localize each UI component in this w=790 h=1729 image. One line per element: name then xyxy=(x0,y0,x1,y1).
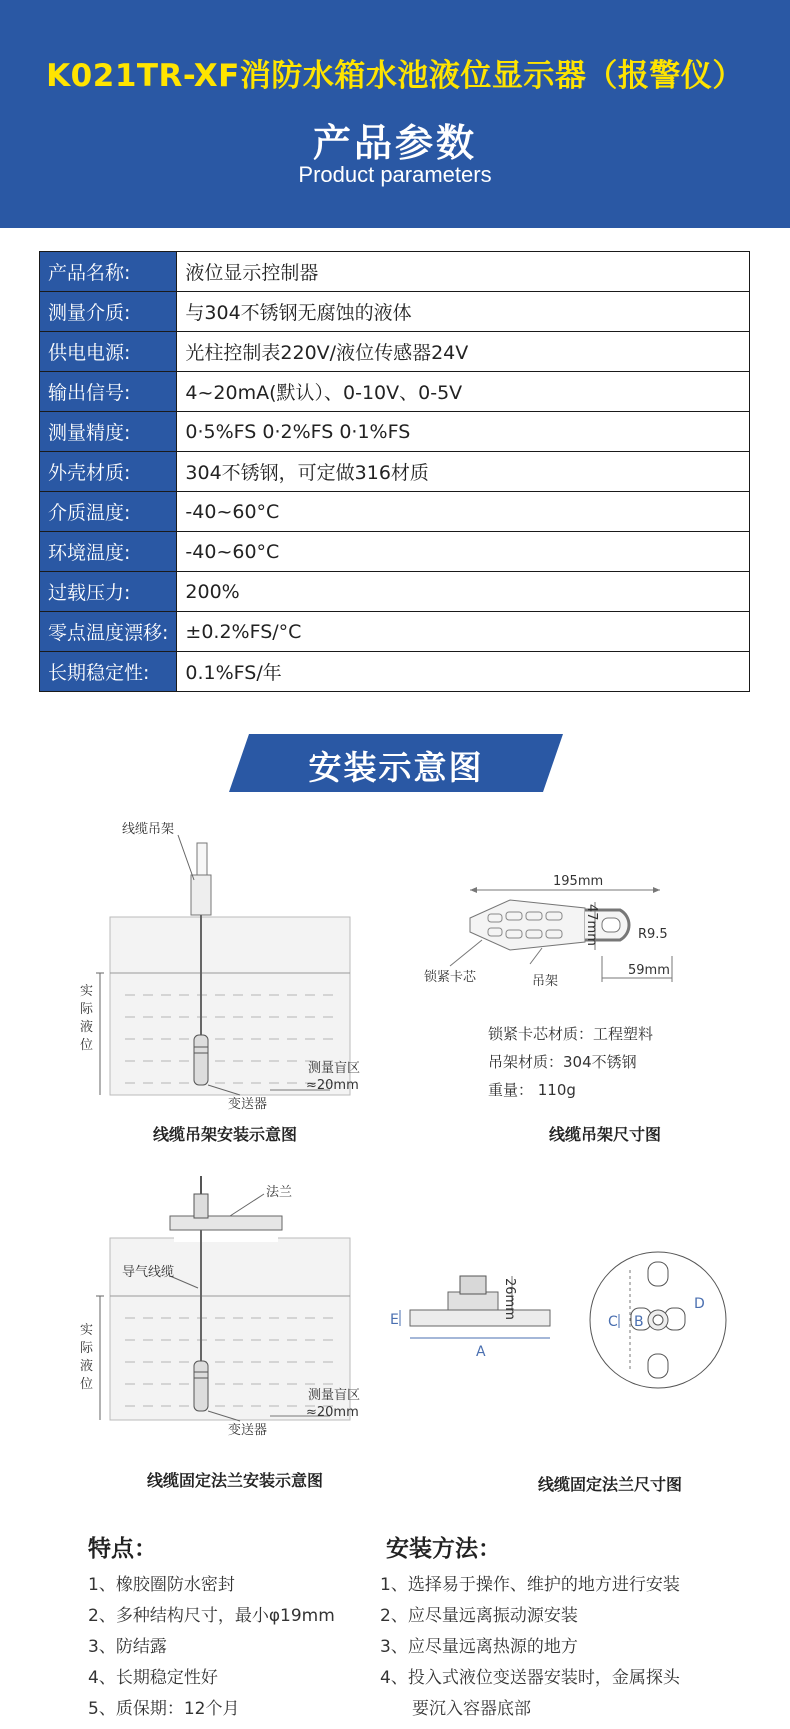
list-item: 3、防结露 xyxy=(88,1637,167,1657)
param-value: ±0.2%FS/°C xyxy=(177,612,750,652)
table-row xyxy=(40,652,750,692)
level-label-2: 际 xyxy=(80,1002,94,1017)
flange-dimension-caption: 线缆固定法兰尺寸图 xyxy=(537,1475,682,1494)
list-item: 1、选择易于操作、维护的地方进行安装 xyxy=(380,1575,680,1595)
header-banner xyxy=(0,0,790,228)
param-value: 光柱控制表220V/液位传感器24V xyxy=(177,332,750,372)
list-item: 4、投入式液位变送器安装时，金属探头 xyxy=(380,1668,680,1688)
params-table xyxy=(39,251,750,692)
param-label: 长期稳定性: xyxy=(40,652,177,692)
param-label: 产品名称: xyxy=(40,252,177,292)
table-row xyxy=(40,492,750,532)
hook-radius-dim: R9.5 xyxy=(638,927,668,942)
hanger-part-label: 吊架 xyxy=(532,974,559,989)
hanger-width-dim: 195mm xyxy=(553,874,604,889)
param-label: 过载压力: xyxy=(40,572,177,612)
flange-install-diagram xyxy=(70,1176,390,1438)
blind-zone-label: 测量盲区 xyxy=(308,1061,361,1076)
param-value: 0·5%FS 0·2%FS 0·1%FS xyxy=(177,412,750,452)
hook-length-dim: 59mm xyxy=(628,963,670,978)
table-row xyxy=(40,412,750,452)
table-row xyxy=(40,572,750,612)
param-label: 外壳材质: xyxy=(40,452,177,492)
hanger-spec-hanger-material: 吊架材质：304不锈钢 xyxy=(488,1053,637,1071)
level-label-3: 液 xyxy=(80,1359,94,1374)
list-item: 2、应尽量远离振动源安装 xyxy=(380,1606,578,1626)
list-item: 1、橡胶圈防水密封 xyxy=(88,1575,235,1595)
param-value: -40~60°C xyxy=(177,492,750,532)
dim-label-e: E xyxy=(390,1312,399,1328)
param-value: 0.1%FS/年 xyxy=(177,652,750,692)
level-label-4: 位 xyxy=(80,1377,94,1392)
level-label-2: 际 xyxy=(80,1341,94,1356)
hanger-install-caption: 线缆吊架安装示意图 xyxy=(152,1125,297,1144)
param-label: 环境温度: xyxy=(40,532,177,572)
lock-core-label: 锁紧卡芯 xyxy=(424,970,477,985)
param-value: 液位显示控制器 xyxy=(177,252,750,292)
transmitter-label: 变送器 xyxy=(228,1423,268,1438)
features-title: 特点： xyxy=(88,1536,157,1562)
flange-dimension-diagram xyxy=(388,1250,738,1420)
table-row xyxy=(40,332,750,372)
dim-label-d: D xyxy=(694,1296,705,1312)
param-value: 200% xyxy=(177,572,750,612)
param-label: 测量介质: xyxy=(40,292,177,332)
blind-zone-value: ≈20mm xyxy=(306,1078,359,1093)
param-label: 输出信号: xyxy=(40,372,177,412)
hanger-install-diagram xyxy=(70,822,390,1112)
install-method-title: 安装方法： xyxy=(386,1536,501,1562)
param-value: 304不锈钢，可定做316材质 xyxy=(177,452,750,492)
hanger-dimension-caption: 线缆吊架尺寸图 xyxy=(548,1125,661,1144)
hanger-label: 线缆吊架 xyxy=(122,822,175,837)
install-section-banner xyxy=(229,734,563,792)
hanger-spec-lock-material: 锁紧卡芯材质：工程塑料 xyxy=(488,1025,654,1043)
hanger-spec-weight: 重量： 110g xyxy=(488,1081,576,1099)
section-title: 产品参数 xyxy=(312,121,477,165)
dim-label-c: C xyxy=(608,1314,618,1330)
blind-zone-label: 测量盲区 xyxy=(308,1388,361,1403)
cable-label: 导气线缆 xyxy=(122,1265,175,1280)
product-title: K021TR-XF消防水箱水池液位显示器（报警仪） xyxy=(46,58,744,94)
param-label: 介质温度: xyxy=(40,492,177,532)
section-title-en: Product parameters xyxy=(298,162,492,187)
param-value: -40~60°C xyxy=(177,532,750,572)
level-label-4: 位 xyxy=(80,1038,94,1053)
flange-label: 法兰 xyxy=(266,1185,293,1200)
table-row xyxy=(40,292,750,332)
table-row xyxy=(40,372,750,412)
flange-height-dim: 26mm xyxy=(502,1278,517,1320)
hanger-height-dim: 47mm xyxy=(584,904,599,946)
param-label: 测量精度: xyxy=(40,412,177,452)
blind-zone-value: ≈20mm xyxy=(306,1405,359,1420)
level-label-1: 实 xyxy=(80,1323,94,1338)
dim-label-b: B xyxy=(634,1314,644,1330)
param-value: 与304不锈钢无腐蚀的液体 xyxy=(177,292,750,332)
table-row xyxy=(40,252,750,292)
table-row xyxy=(40,612,750,652)
param-label: 零点温度漂移: xyxy=(40,612,177,652)
dim-label-a: A xyxy=(476,1344,486,1360)
list-item: 4、长期稳定性好 xyxy=(88,1668,218,1688)
list-item: 3、应尽量远离热源的地方 xyxy=(380,1637,578,1657)
install-section-title: 安装示意图 xyxy=(308,748,484,787)
list-item: 5、质保期：12个月 xyxy=(88,1699,240,1719)
list-item: 要沉入容器底部 xyxy=(412,1699,531,1719)
param-label: 供电电源: xyxy=(40,332,177,372)
table-row xyxy=(40,532,750,572)
transmitter-label: 变送器 xyxy=(228,1097,268,1112)
flange-install-caption: 线缆固定法兰安装示意图 xyxy=(146,1471,323,1490)
level-label-3: 液 xyxy=(80,1020,94,1035)
table-row xyxy=(40,452,750,492)
features-list xyxy=(88,1570,335,1725)
install-method-list xyxy=(380,1570,680,1725)
list-item: 2、多种结构尺寸，最小φ19mm xyxy=(88,1606,335,1626)
param-value: 4~20mA(默认）、0-10V、0-5V xyxy=(177,372,750,412)
hanger-spec-block xyxy=(488,1020,653,1104)
hanger-dimension-diagram xyxy=(410,870,720,1000)
level-label-1: 实 xyxy=(80,984,94,999)
